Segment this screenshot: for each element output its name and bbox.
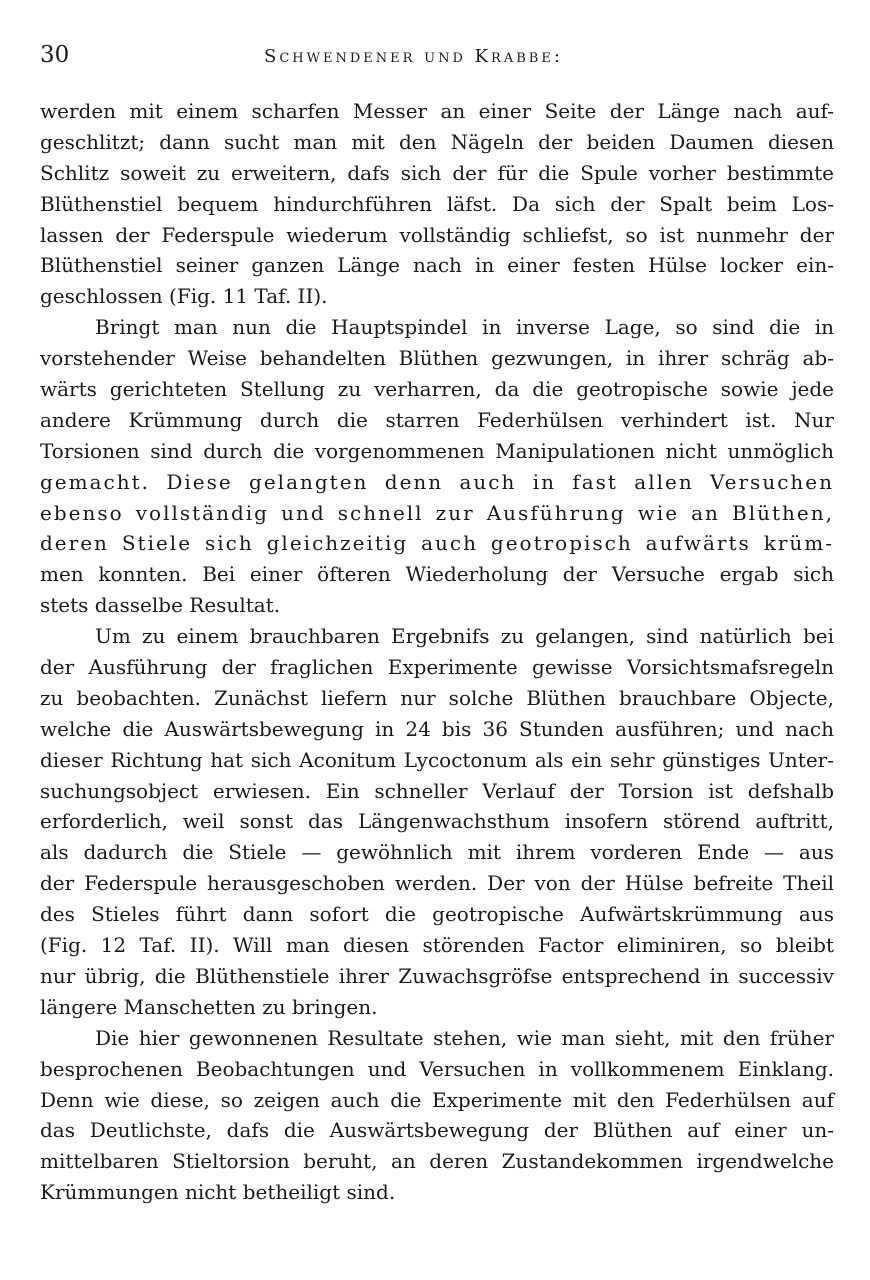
text-line: erforderlich, weil sonst das Längenwachsthum insofern störend auftritt, [40,809,834,834]
text-line: Um zu einem brauchbaren Ergebnifs zu gelangen, sind natürlich bei [95,624,834,649]
text-line: (Fig. 12 Taf. II). Will man diesen störenden Factor eliminiren, so bleibt [40,933,834,958]
text-line: werden mit einem scharfen Messer an einer Seite der Länge nach auf- [40,99,834,123]
text-line: Blüthenstiel seiner ganzen Länge nach in einer festen Hülse locker ein- [40,253,834,278]
text-line: nur übrig, die Blüthenstiele ihrer Zuwachsgröfse entsprechend in successiv [40,963,834,988]
text-line: der Federspule herausgeschoben werden. Der von der Hülse befreite Theil [40,871,834,896]
text-line: das Deutlichste, dafs die Auswärtsbewegung der Blüthen auf einer un- [40,1118,834,1143]
text-line: men konnten. Bei einer öfteren Wiederholung der Versuche ergab sich [40,562,834,587]
text-line: deren Stiele sich gleichzeitig auch geotropisch aufwärts krüm- [40,531,834,556]
text-line: Die hier gewonnenen Resultate stehen, wie man sieht, mit den früher [95,1025,834,1050]
text-line: Schlitz soweit zu erweitern, dafs sich der für die Spule vorher bestimmte [40,160,834,185]
text-line: zu beobachten. Zunächst liefern nur solche Blüthen brauchbare Objecte, [40,685,834,710]
text-line: besprochenen Beobachtungen und Versuchen in vollkommenem Einklang. [40,1056,834,1081]
text-line: ebenso vollständig und schnell zur Ausführung wie an Blüthen, [40,500,834,525]
text-line: andere Krümmung durch die starren Federhülsen verhindert ist. Nur [40,407,834,432]
text-line: geschlitzt; dann sucht man mit den Nägeln der beiden Daumen diesen [40,129,834,154]
text-line: Blüthenstiel bequem hindurchführen läfst. Da sich der Spalt beim Los- [40,191,834,216]
text-line: lassen der Federspule wiederum vollständig schliefst, so ist nunmehr der [40,222,834,247]
body-text [40,96,834,1208]
text-line: gemacht. Diese gelangten denn auch in fast allen Versuchen [40,469,834,494]
page-header [40,40,834,74]
text-line: geschlossen (Fig. 11 Taf. II). [40,284,328,309]
text-line: Torsionen sind durch die vorgenommenen Manipulationen nicht unmöglich [40,438,834,463]
text-line: längere Manschetten zu bringen. [40,994,378,1019]
text-line: Denn wie diese, so zeigen auch die Experimente mit den Federhülsen auf [40,1087,834,1112]
text-line: des Stieles führt dann sofort die geotropische Aufwärtskrümmung aus [40,902,834,927]
text-line: dieser Richtung hat sich Aconitum Lycoctonum als ein sehr günstiges Unter- [40,747,834,772]
text-line: Bringt man nun die Hauptspindel in inverse Lage, so sind die in [95,315,834,340]
text-line: mittelbaren Stieltorsion beruht, an deren Zustandekommen irgendwelche [40,1149,834,1174]
running-head: Schwendener und Krabbe: [264,46,563,67]
text-line: der Ausführung der fraglichen Experimente gewisse Vorsichtsmafsregeln [40,655,834,680]
text-line: wärts gerichteten Stellung zu verharren, da die geotropische sowie jede [40,377,834,402]
text-line: vorstehender Weise behandelten Blüthen gezwungen, in ihrer schräg ab- [40,346,834,371]
text-line: suchungsobject erwiesen. Ein schneller Verlauf der Torsion ist defshalb [40,778,834,803]
page-number: 30 [40,42,70,68]
text-line: welche die Auswärtsbewegung in 24 bis 36 Stunden ausführen; und nach [40,716,834,741]
text-line: stets dasselbe Resultat. [40,593,281,618]
text-line: als dadurch die Stiele — gewöhnlich mit ihrem vorderen Ende — aus [40,840,834,865]
text-line: Krümmungen nicht betheiligt sind. [40,1180,396,1205]
